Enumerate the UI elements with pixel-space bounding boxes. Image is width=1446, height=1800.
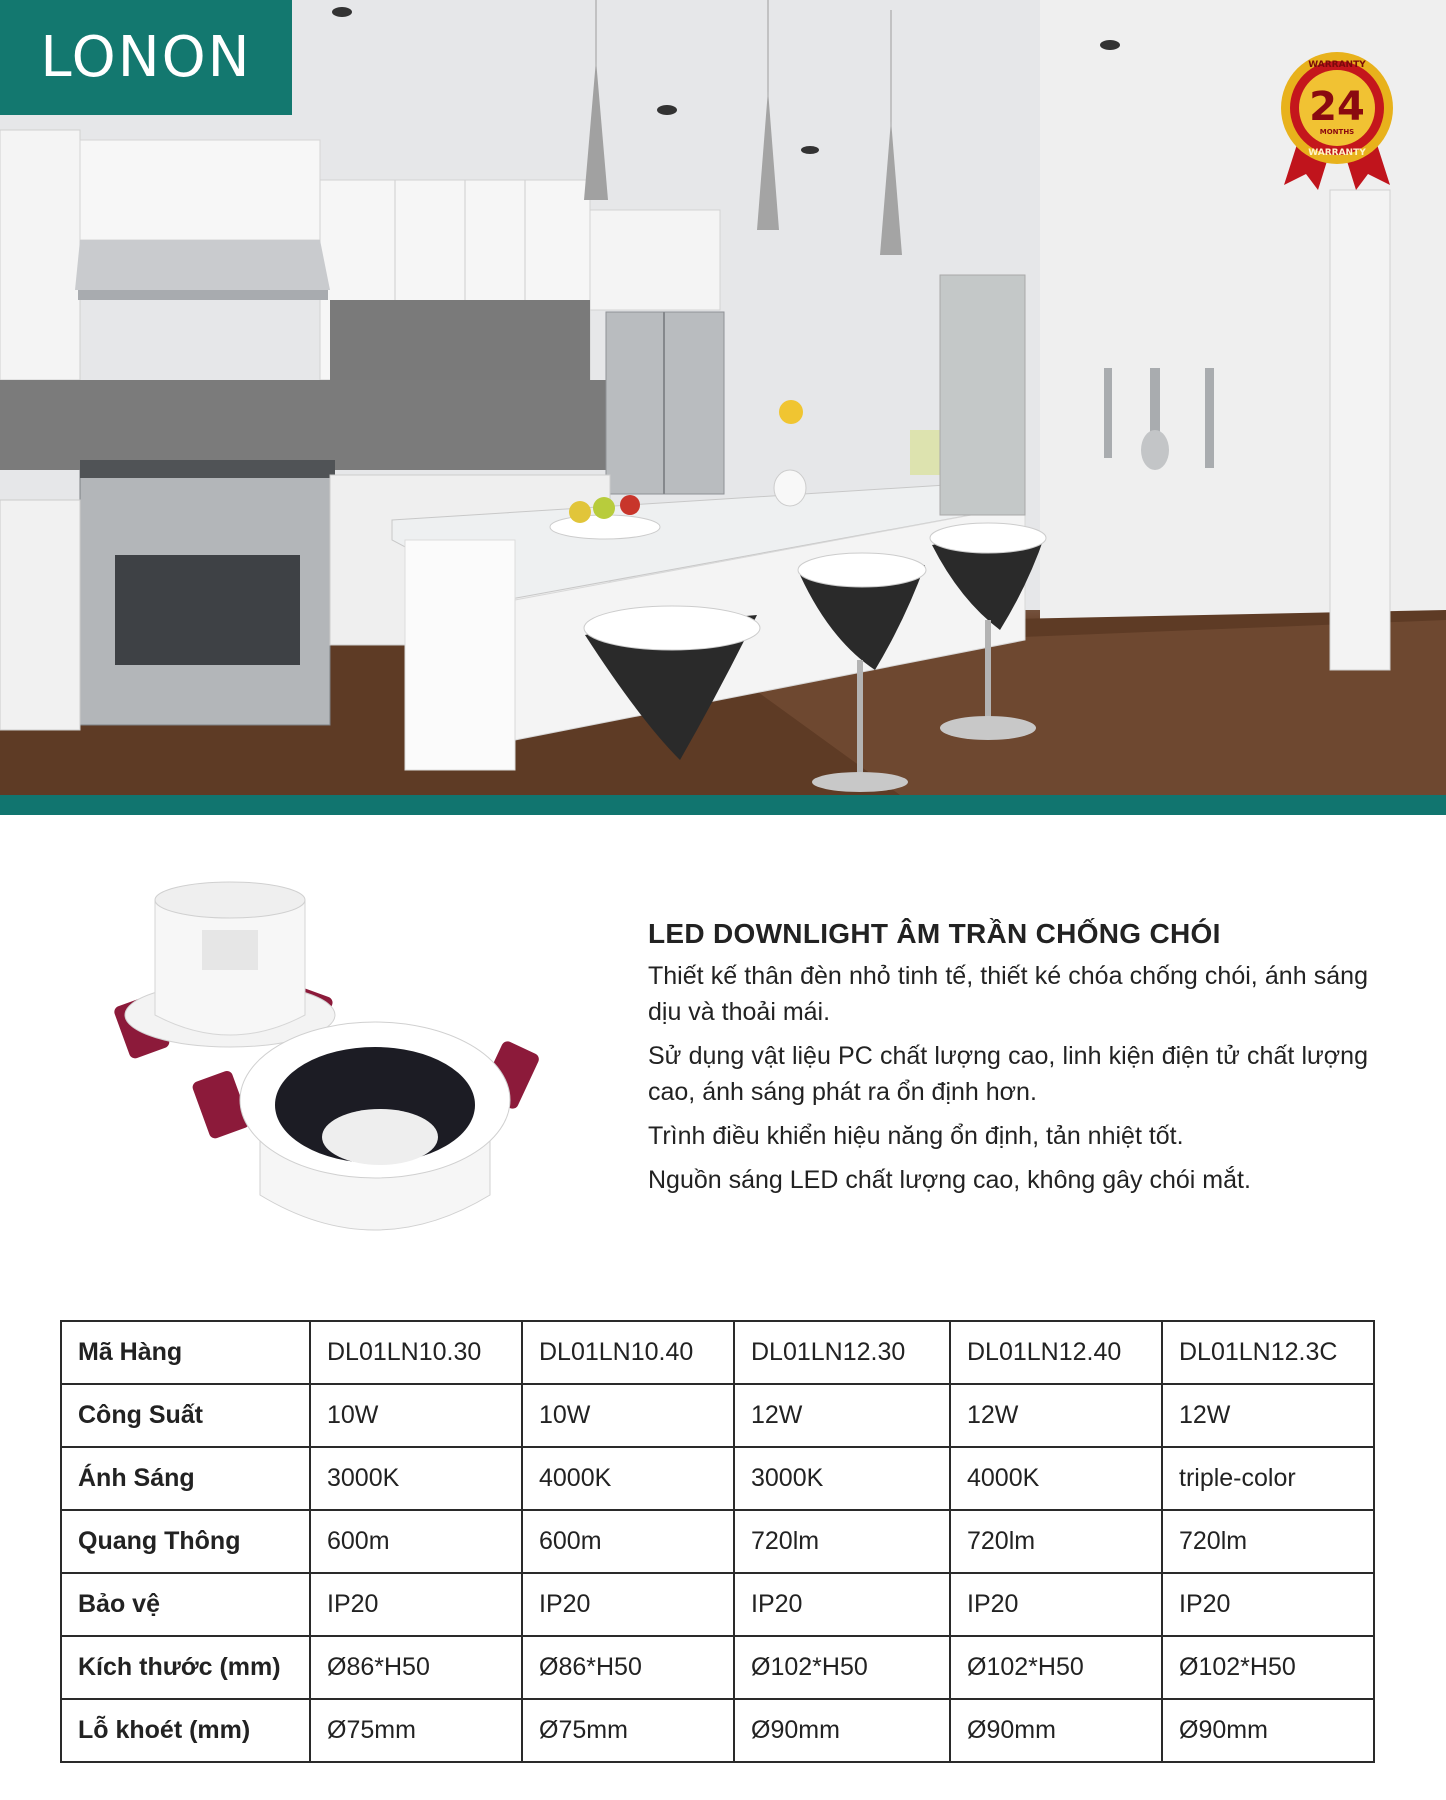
spec-row xyxy=(61,1636,1374,1699)
spec-label: Quang Thông xyxy=(61,1510,310,1573)
spec-cell: Ø86*H50 xyxy=(310,1636,522,1699)
badge-unit: MONTHS xyxy=(1319,128,1355,136)
spec-cell: IP20 xyxy=(950,1573,1162,1636)
spec-label: Bảo vệ xyxy=(61,1573,310,1636)
spec-cell: 720lm xyxy=(1162,1510,1374,1573)
spec-cell: Ø90mm xyxy=(950,1699,1162,1762)
spec-label: Công Suất xyxy=(61,1384,310,1447)
spec-table xyxy=(60,1320,1375,1763)
spec-row xyxy=(61,1384,1374,1447)
spec-cell: Ø86*H50 xyxy=(522,1636,734,1699)
spec-cell: 3000K xyxy=(734,1447,950,1510)
spec-cell: Ø90mm xyxy=(734,1699,950,1762)
warranty-badge xyxy=(1272,50,1402,190)
kitchen-illustration xyxy=(0,0,1446,795)
spec-label: Lỗ khoét (mm) xyxy=(61,1699,310,1762)
spec-cell: Ø102*H50 xyxy=(950,1636,1162,1699)
spec-label: Ánh Sáng xyxy=(61,1447,310,1510)
spec-cell: 12W xyxy=(734,1384,950,1447)
spec-cell: 4000K xyxy=(522,1447,734,1510)
spec-cell: IP20 xyxy=(310,1573,522,1636)
spec-cell: DL01LN12.30 xyxy=(734,1321,950,1384)
product-title: LED DOWNLIGHT ÂM TRẦN CHỐNG CHÓI xyxy=(648,918,1221,949)
badge-number: 24 xyxy=(1309,84,1365,130)
spec-cell: Ø75mm xyxy=(522,1699,734,1762)
spec-cell: Ø102*H50 xyxy=(1162,1636,1374,1699)
spec-row xyxy=(61,1321,1374,1384)
spec-cell: DL01LN10.40 xyxy=(522,1321,734,1384)
spec-row xyxy=(61,1447,1374,1510)
spec-row xyxy=(61,1699,1374,1762)
spec-cell: 3000K xyxy=(310,1447,522,1510)
badge-bottom-text: WARRANTY xyxy=(1308,148,1366,158)
spec-cell: Ø75mm xyxy=(310,1699,522,1762)
spec-cell: triple-color xyxy=(1162,1447,1374,1510)
downlight-product-image xyxy=(80,875,550,1255)
spec-cell: IP20 xyxy=(522,1573,734,1636)
description-line: Trình điều khiển hiệu năng ổn định, tản nhiệt tốt. xyxy=(648,1122,1184,1150)
teal-divider-band xyxy=(0,795,1446,815)
spec-cell: Ø90mm xyxy=(1162,1699,1374,1762)
spec-label: Mã Hàng xyxy=(61,1321,310,1384)
brand-logo-text: LONON xyxy=(40,25,252,90)
spec-row xyxy=(61,1510,1374,1573)
spec-cell: IP20 xyxy=(1162,1573,1374,1636)
description-line: Nguồn sáng LED chất lượng cao, không gây chói mắt. xyxy=(648,1166,1251,1194)
spec-cell: 12W xyxy=(950,1384,1162,1447)
spec-label: Kích thước (mm) xyxy=(61,1636,310,1699)
spec-cell: 600m xyxy=(522,1510,734,1573)
spec-cell: Ø102*H50 xyxy=(734,1636,950,1699)
spec-cell: DL01LN10.30 xyxy=(310,1321,522,1384)
spec-cell: DL01LN12.40 xyxy=(950,1321,1162,1384)
spec-cell: 720lm xyxy=(734,1510,950,1573)
description-line: Thiết kế thân đèn nhỏ tinh tế, thiết ké chóa chống chói, ánh sáng dịu và thoải mái. xyxy=(648,962,1368,1026)
spec-cell: IP20 xyxy=(734,1573,950,1636)
spec-cell: DL01LN12.3C xyxy=(1162,1321,1374,1384)
hero-kitchen-photo xyxy=(0,0,1446,795)
spec-cell: 720lm xyxy=(950,1510,1162,1573)
spec-cell: 4000K xyxy=(950,1447,1162,1510)
description-line: Sử dụng vật liệu PC chất lượng cao, linh kiện điện tử chất lượng cao, ánh sáng phát ra ổn định hơn. xyxy=(648,1042,1368,1106)
spec-cell: 12W xyxy=(1162,1384,1374,1447)
spec-cell: 10W xyxy=(310,1384,522,1447)
badge-top-text: WARRANTY xyxy=(1308,60,1366,70)
spec-cell: 600m xyxy=(310,1510,522,1573)
brand-logo xyxy=(0,0,292,115)
spec-cell: 10W xyxy=(522,1384,734,1447)
product-description xyxy=(648,958,1368,1206)
spec-row xyxy=(61,1573,1374,1636)
